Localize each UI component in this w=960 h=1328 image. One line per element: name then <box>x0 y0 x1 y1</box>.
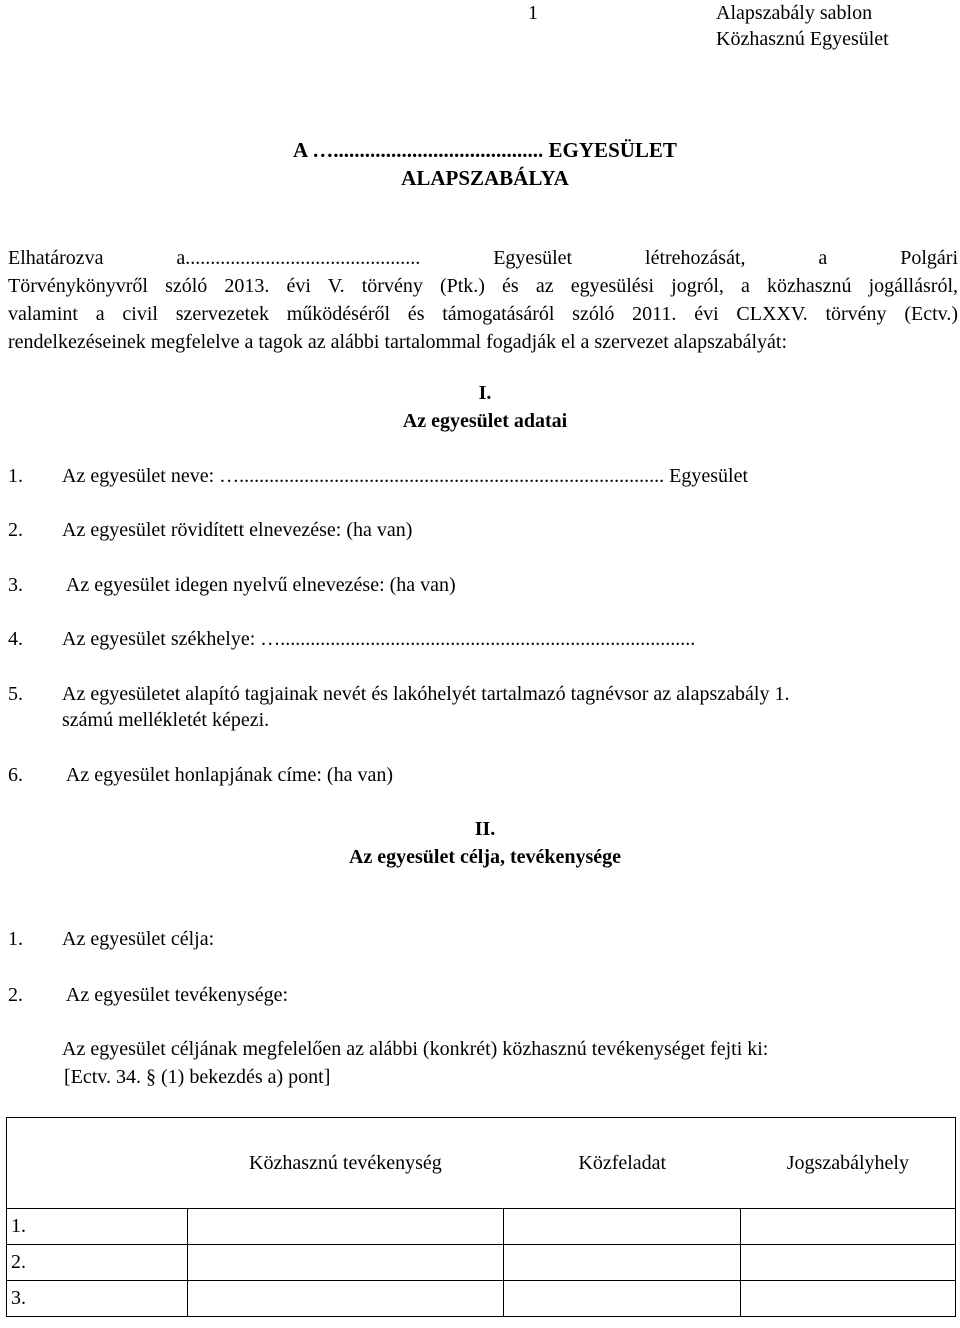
document-title: A …........................................ EGYESÜLET <box>293 138 677 162</box>
item-number: 2. <box>8 519 23 541</box>
item-text: Az egyesület idegen nyelvű elnevezése: (ha van) <box>62 574 456 596</box>
list-item <box>8 764 393 787</box>
intro-line-3: valamint a civil szervezetek működéséről és támogatásáról szóló 2011. évi CLXXV. törvény (Ectv.) <box>8 303 958 325</box>
item-text: Az egyesületet alapító tagjainak nevét és lakóhelyét tartalmazó tagnévsor az alapszabály 1. <box>62 683 790 705</box>
row-number: 2. <box>7 1245 188 1281</box>
activity-cell <box>187 1209 504 1245</box>
item-number: 5. <box>8 683 23 705</box>
item-number: 1. <box>8 465 23 487</box>
table-header-public-task: Közfeladat <box>504 1118 741 1209</box>
table-header-legal-basis: Jogszabályhely <box>741 1118 956 1209</box>
document-subtitle: ALAPSZABÁLYA <box>401 166 569 190</box>
item-text: Az egyesület neve: …..................................................................................... Egyesület <box>62 465 749 487</box>
header-template-label: Alapszabály sablon <box>716 2 873 24</box>
list-item <box>8 984 288 1007</box>
item-text: Az egyesület székhelye: …................................................................................... <box>62 628 696 650</box>
section-1-numeral: I. <box>478 382 492 404</box>
legal-basis-cell <box>741 1281 956 1317</box>
section-2-numeral: II. <box>474 818 496 840</box>
item-text: Az egyesület célja: <box>62 928 215 950</box>
row-number: 1. <box>7 1209 188 1245</box>
list-item <box>8 628 695 651</box>
table-header-blank <box>7 1118 188 1209</box>
table-header-row <box>7 1118 956 1209</box>
activity-description: Az egyesület céljának megfelelően az alábbi (konkrét) közhasznú tevékenységet fejti ki: <box>62 1038 769 1060</box>
public-task-cell <box>504 1281 741 1317</box>
intro-line-4: rendelkezéseinek megfelelve a tagok az alábbi tartalommal fogadják el a szervezet alapszabályát: <box>8 331 788 353</box>
legal-basis-cell <box>741 1209 956 1245</box>
table-row <box>7 1281 956 1317</box>
item-number: 2. <box>8 984 23 1006</box>
table-header-activity: Közhasznú tevékenység <box>187 1118 504 1209</box>
section-1-heading: Az egyesület adatai <box>402 410 568 432</box>
intro-line-2: Törvénykönyvről szóló 2013. évi V. törvény (Ptk.) és az egyesülési jogról, a közhasznú jogállásról, <box>8 275 958 297</box>
header-organization-type: Közhasznú Egyesület <box>716 28 889 50</box>
item-text-continuation: számú mellékletét képezi. <box>62 709 270 731</box>
table-row <box>7 1209 956 1245</box>
item-text: Az egyesület tevékenysége: <box>62 984 289 1006</box>
item-number: 1. <box>8 928 23 950</box>
item-text: Az egyesület honlapjának címe: (ha van) <box>62 764 393 786</box>
item-number: 4. <box>8 628 23 650</box>
activity-cell <box>187 1245 504 1281</box>
intro-line-1: Elhatározva a............................................... Egyesület létrehozását, a Polgári <box>8 247 958 269</box>
list-item <box>8 519 412 542</box>
table-row <box>7 1245 956 1281</box>
activities-table <box>6 1117 956 1317</box>
intro-paragraph <box>8 244 958 356</box>
legal-basis-cell <box>741 1245 956 1281</box>
item-number: 6. <box>8 764 23 786</box>
public-task-cell <box>504 1245 741 1281</box>
row-number: 3. <box>7 1281 188 1317</box>
activity-legal-reference: [Ectv. 34. § (1) bekezdés a) pont] <box>64 1066 331 1088</box>
list-item <box>8 928 214 951</box>
list-item <box>8 465 748 488</box>
public-task-cell <box>504 1209 741 1245</box>
page-number: 1 <box>528 2 538 24</box>
section-2-heading: Az egyesület célja, tevékenysége <box>348 846 622 868</box>
list-item <box>8 574 456 597</box>
list-item <box>8 683 789 706</box>
item-text: Az egyesület rövidített elnevezése: (ha van) <box>62 519 413 541</box>
item-number: 3. <box>8 574 23 596</box>
activity-cell <box>187 1281 504 1317</box>
